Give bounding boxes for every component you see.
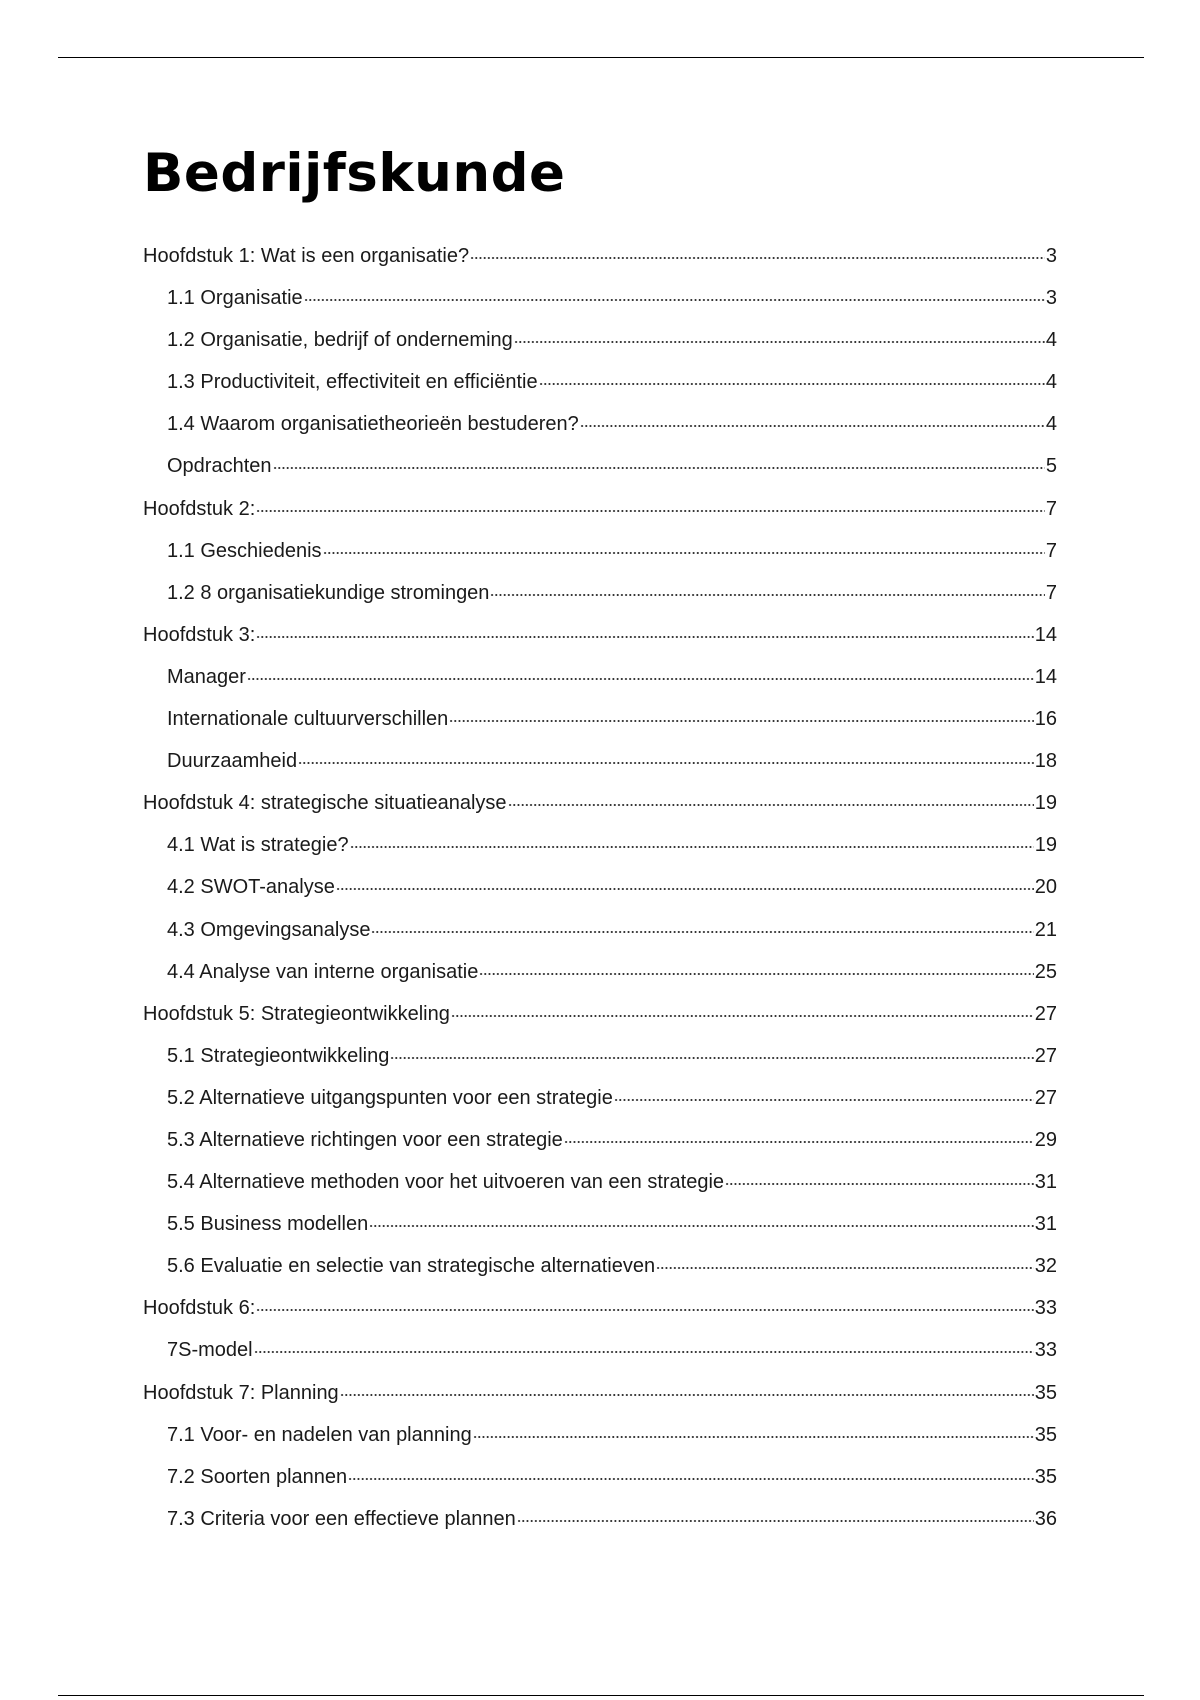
toc-entry-page-number: 35 — [1034, 1423, 1057, 1446]
toc-section-entry[interactable] — [143, 951, 1057, 993]
toc-entry-page-number: 31 — [1034, 1171, 1057, 1194]
toc-entry-page-number: 7 — [1045, 581, 1057, 604]
toc-section-entry[interactable] — [143, 445, 1057, 487]
toc-dot-leader — [273, 450, 1045, 472]
toc-section-entry[interactable] — [143, 1414, 1057, 1456]
toc-entry-label: 1.2 Organisatie, bedrijf of onderneming — [167, 329, 513, 352]
toc-entry-label: 7S-model — [167, 1339, 253, 1362]
toc-section-entry[interactable] — [143, 1035, 1057, 1077]
toc-entry-page-number: 33 — [1034, 1339, 1057, 1362]
toc-entry-page-number: 4 — [1045, 329, 1057, 352]
toc-dot-leader — [256, 619, 1033, 641]
toc-entry-label: Manager — [167, 665, 246, 688]
toc-dot-leader — [369, 1208, 1034, 1230]
toc-dot-leader — [564, 1124, 1034, 1146]
toc-section-entry[interactable] — [143, 1119, 1057, 1161]
toc-dot-leader — [473, 1419, 1034, 1441]
document-title: Bedrijfskunde — [143, 143, 566, 204]
toc-section-entry[interactable] — [143, 361, 1057, 403]
toc-entry-label: 1.2 8 organisatiekundige stromingen — [167, 581, 490, 604]
toc-entry-page-number: 27 — [1034, 1002, 1057, 1025]
toc-chapter-entry[interactable] — [143, 1287, 1057, 1329]
toc-entry-page-number: 25 — [1034, 960, 1057, 983]
footer-rule — [58, 1695, 1144, 1696]
toc-entry-label: Duurzaamheid — [167, 750, 298, 773]
toc-dot-leader — [656, 1250, 1034, 1272]
toc-entry-page-number: 35 — [1034, 1381, 1057, 1404]
toc-chapter-entry[interactable] — [143, 235, 1057, 277]
toc-entry-page-number: 32 — [1034, 1255, 1057, 1278]
toc-section-entry[interactable] — [143, 1245, 1057, 1287]
toc-section-entry[interactable] — [143, 1077, 1057, 1119]
toc-entry-page-number: 29 — [1034, 1128, 1057, 1151]
toc-entry-page-number: 21 — [1034, 918, 1057, 941]
toc-entry-page-number: 18 — [1034, 750, 1057, 773]
toc-dot-leader — [614, 1082, 1034, 1104]
toc-section-entry[interactable] — [143, 656, 1057, 698]
toc-dot-leader — [323, 535, 1045, 557]
toc-dot-leader — [470, 240, 1045, 262]
toc-entry-label: 7.2 Soorten plannen — [167, 1465, 348, 1488]
toc-entry-page-number: 16 — [1034, 708, 1057, 731]
toc-dot-leader — [451, 998, 1034, 1020]
toc-section-entry[interactable] — [143, 1203, 1057, 1245]
toc-entry-page-number: 7 — [1045, 497, 1057, 520]
toc-entry-label: Hoofdstuk 2: — [143, 497, 256, 520]
toc-entry-label: 1.1 Organisatie — [167, 287, 303, 310]
toc-entry-page-number: 7 — [1045, 539, 1057, 562]
toc-section-entry[interactable] — [143, 572, 1057, 614]
toc-entry-label: 1.3 Productiviteit, effectiviteit en efficiëntie — [167, 371, 538, 394]
toc-entry-label: 5.5 Business modellen — [167, 1213, 369, 1236]
toc-entry-page-number: 4 — [1045, 371, 1057, 394]
toc-dot-leader — [340, 1377, 1034, 1399]
toc-entry-label: 7.1 Voor- en nadelen van planning — [167, 1423, 472, 1446]
toc-section-entry[interactable] — [143, 403, 1057, 445]
toc-dot-leader — [247, 661, 1034, 683]
toc-dot-leader — [256, 493, 1045, 515]
toc-dot-leader — [725, 1166, 1034, 1188]
toc-entry-page-number: 20 — [1034, 876, 1057, 899]
toc-entry-label: 7.3 Criteria voor een effectieve plannen — [167, 1507, 516, 1530]
toc-entry-page-number: 35 — [1034, 1465, 1057, 1488]
toc-section-entry[interactable] — [143, 866, 1057, 908]
toc-chapter-entry[interactable] — [143, 993, 1057, 1035]
toc-dot-leader — [348, 1461, 1034, 1483]
toc-dot-leader — [580, 408, 1045, 430]
toc-dot-leader — [514, 324, 1045, 346]
toc-entry-label: Internationale cultuurverschillen — [167, 708, 449, 731]
toc-entry-page-number: 4 — [1045, 413, 1057, 436]
toc-entry-label: Hoofdstuk 3: — [143, 623, 256, 646]
toc-entry-page-number: 14 — [1034, 623, 1057, 646]
toc-section-entry[interactable] — [143, 277, 1057, 319]
toc-entry-label: 4.1 Wat is strategie? — [167, 834, 349, 857]
toc-entry-page-number: 19 — [1034, 834, 1057, 857]
toc-dot-leader — [298, 745, 1034, 767]
toc-entry-page-number: 33 — [1034, 1297, 1057, 1320]
toc-entry-label: 5.4 Alternatieve methoden voor het uitvoeren van een strategie — [167, 1171, 725, 1194]
toc-dot-leader — [508, 787, 1034, 809]
toc-entry-label: Opdrachten — [167, 455, 272, 478]
toc-dot-leader — [539, 366, 1045, 388]
toc-dot-leader — [256, 1292, 1033, 1314]
toc-entry-page-number: 27 — [1034, 1086, 1057, 1109]
toc-entry-page-number: 19 — [1034, 792, 1057, 815]
header-rule — [58, 57, 1144, 58]
toc-entry-label: 1.4 Waarom organisatietheorieën bestuderen? — [167, 413, 579, 436]
toc-entry-page-number: 14 — [1034, 665, 1057, 688]
toc-entry-label: 5.2 Alternatieve uitgangspunten voor een strategie — [167, 1086, 613, 1109]
toc-dot-leader — [350, 829, 1034, 851]
toc-entry-label: Hoofdstuk 4: strategische situatieanalyse — [143, 792, 507, 815]
toc-dot-leader — [336, 871, 1034, 893]
toc-entry-label: Hoofdstuk 7: Planning — [143, 1381, 339, 1404]
toc-entry-page-number: 3 — [1045, 245, 1057, 267]
toc-section-entry[interactable] — [143, 1456, 1057, 1498]
toc-entry-label: 4.3 Omgevingsanalyse — [167, 918, 371, 941]
toc-dot-leader — [254, 1334, 1034, 1356]
toc-entry-label: Hoofdstuk 5: Strategieontwikkeling — [143, 1002, 450, 1025]
toc-entry-label: Hoofdstuk 1: Wat is een organisatie? — [143, 245, 470, 267]
toc-entry-label: 4.4 Analyse van interne organisatie — [167, 960, 479, 983]
toc-entry-label: 5.6 Evaluatie en selectie van strategische alternatieven — [167, 1255, 656, 1278]
toc-section-entry[interactable] — [143, 319, 1057, 361]
toc-section-entry[interactable] — [143, 740, 1057, 782]
toc-entry-label: 5.1 Strategieontwikkeling — [167, 1044, 390, 1067]
toc-chapter-entry[interactable] — [143, 488, 1057, 530]
toc-entry-page-number: 27 — [1034, 1044, 1057, 1067]
toc-section-entry[interactable] — [143, 909, 1057, 951]
toc-section-entry[interactable] — [143, 1161, 1057, 1203]
toc-dot-leader — [371, 914, 1033, 936]
toc-entry-page-number: 5 — [1045, 455, 1057, 478]
toc-dot-leader — [390, 1040, 1033, 1062]
toc-entry-label: Hoofdstuk 6: — [143, 1297, 256, 1320]
toc-entry-page-number: 31 — [1034, 1213, 1057, 1236]
toc-section-entry[interactable] — [143, 824, 1057, 866]
toc-dot-leader — [449, 703, 1033, 725]
table-of-contents — [143, 235, 1057, 1540]
toc-chapter-entry[interactable] — [143, 1372, 1057, 1414]
toc-entry-page-number: 3 — [1045, 287, 1057, 310]
toc-section-entry[interactable] — [143, 1498, 1057, 1540]
toc-chapter-entry[interactable] — [143, 614, 1057, 656]
toc-section-entry[interactable] — [143, 698, 1057, 740]
toc-entry-page-number: 36 — [1034, 1507, 1057, 1530]
toc-chapter-entry[interactable] — [143, 782, 1057, 824]
toc-section-entry[interactable] — [143, 530, 1057, 572]
toc-dot-leader — [490, 577, 1044, 599]
toc-dot-leader — [304, 282, 1045, 304]
toc-dot-leader — [517, 1503, 1034, 1525]
toc-dot-leader — [479, 956, 1033, 978]
toc-section-entry[interactable] — [143, 1329, 1057, 1371]
toc-entry-label: 1.1 Geschiedenis — [167, 539, 322, 562]
toc-entry-label: 5.3 Alternatieve richtingen voor een strategie — [167, 1128, 563, 1151]
toc-entry-label: 4.2 SWOT-analyse — [167, 876, 335, 899]
